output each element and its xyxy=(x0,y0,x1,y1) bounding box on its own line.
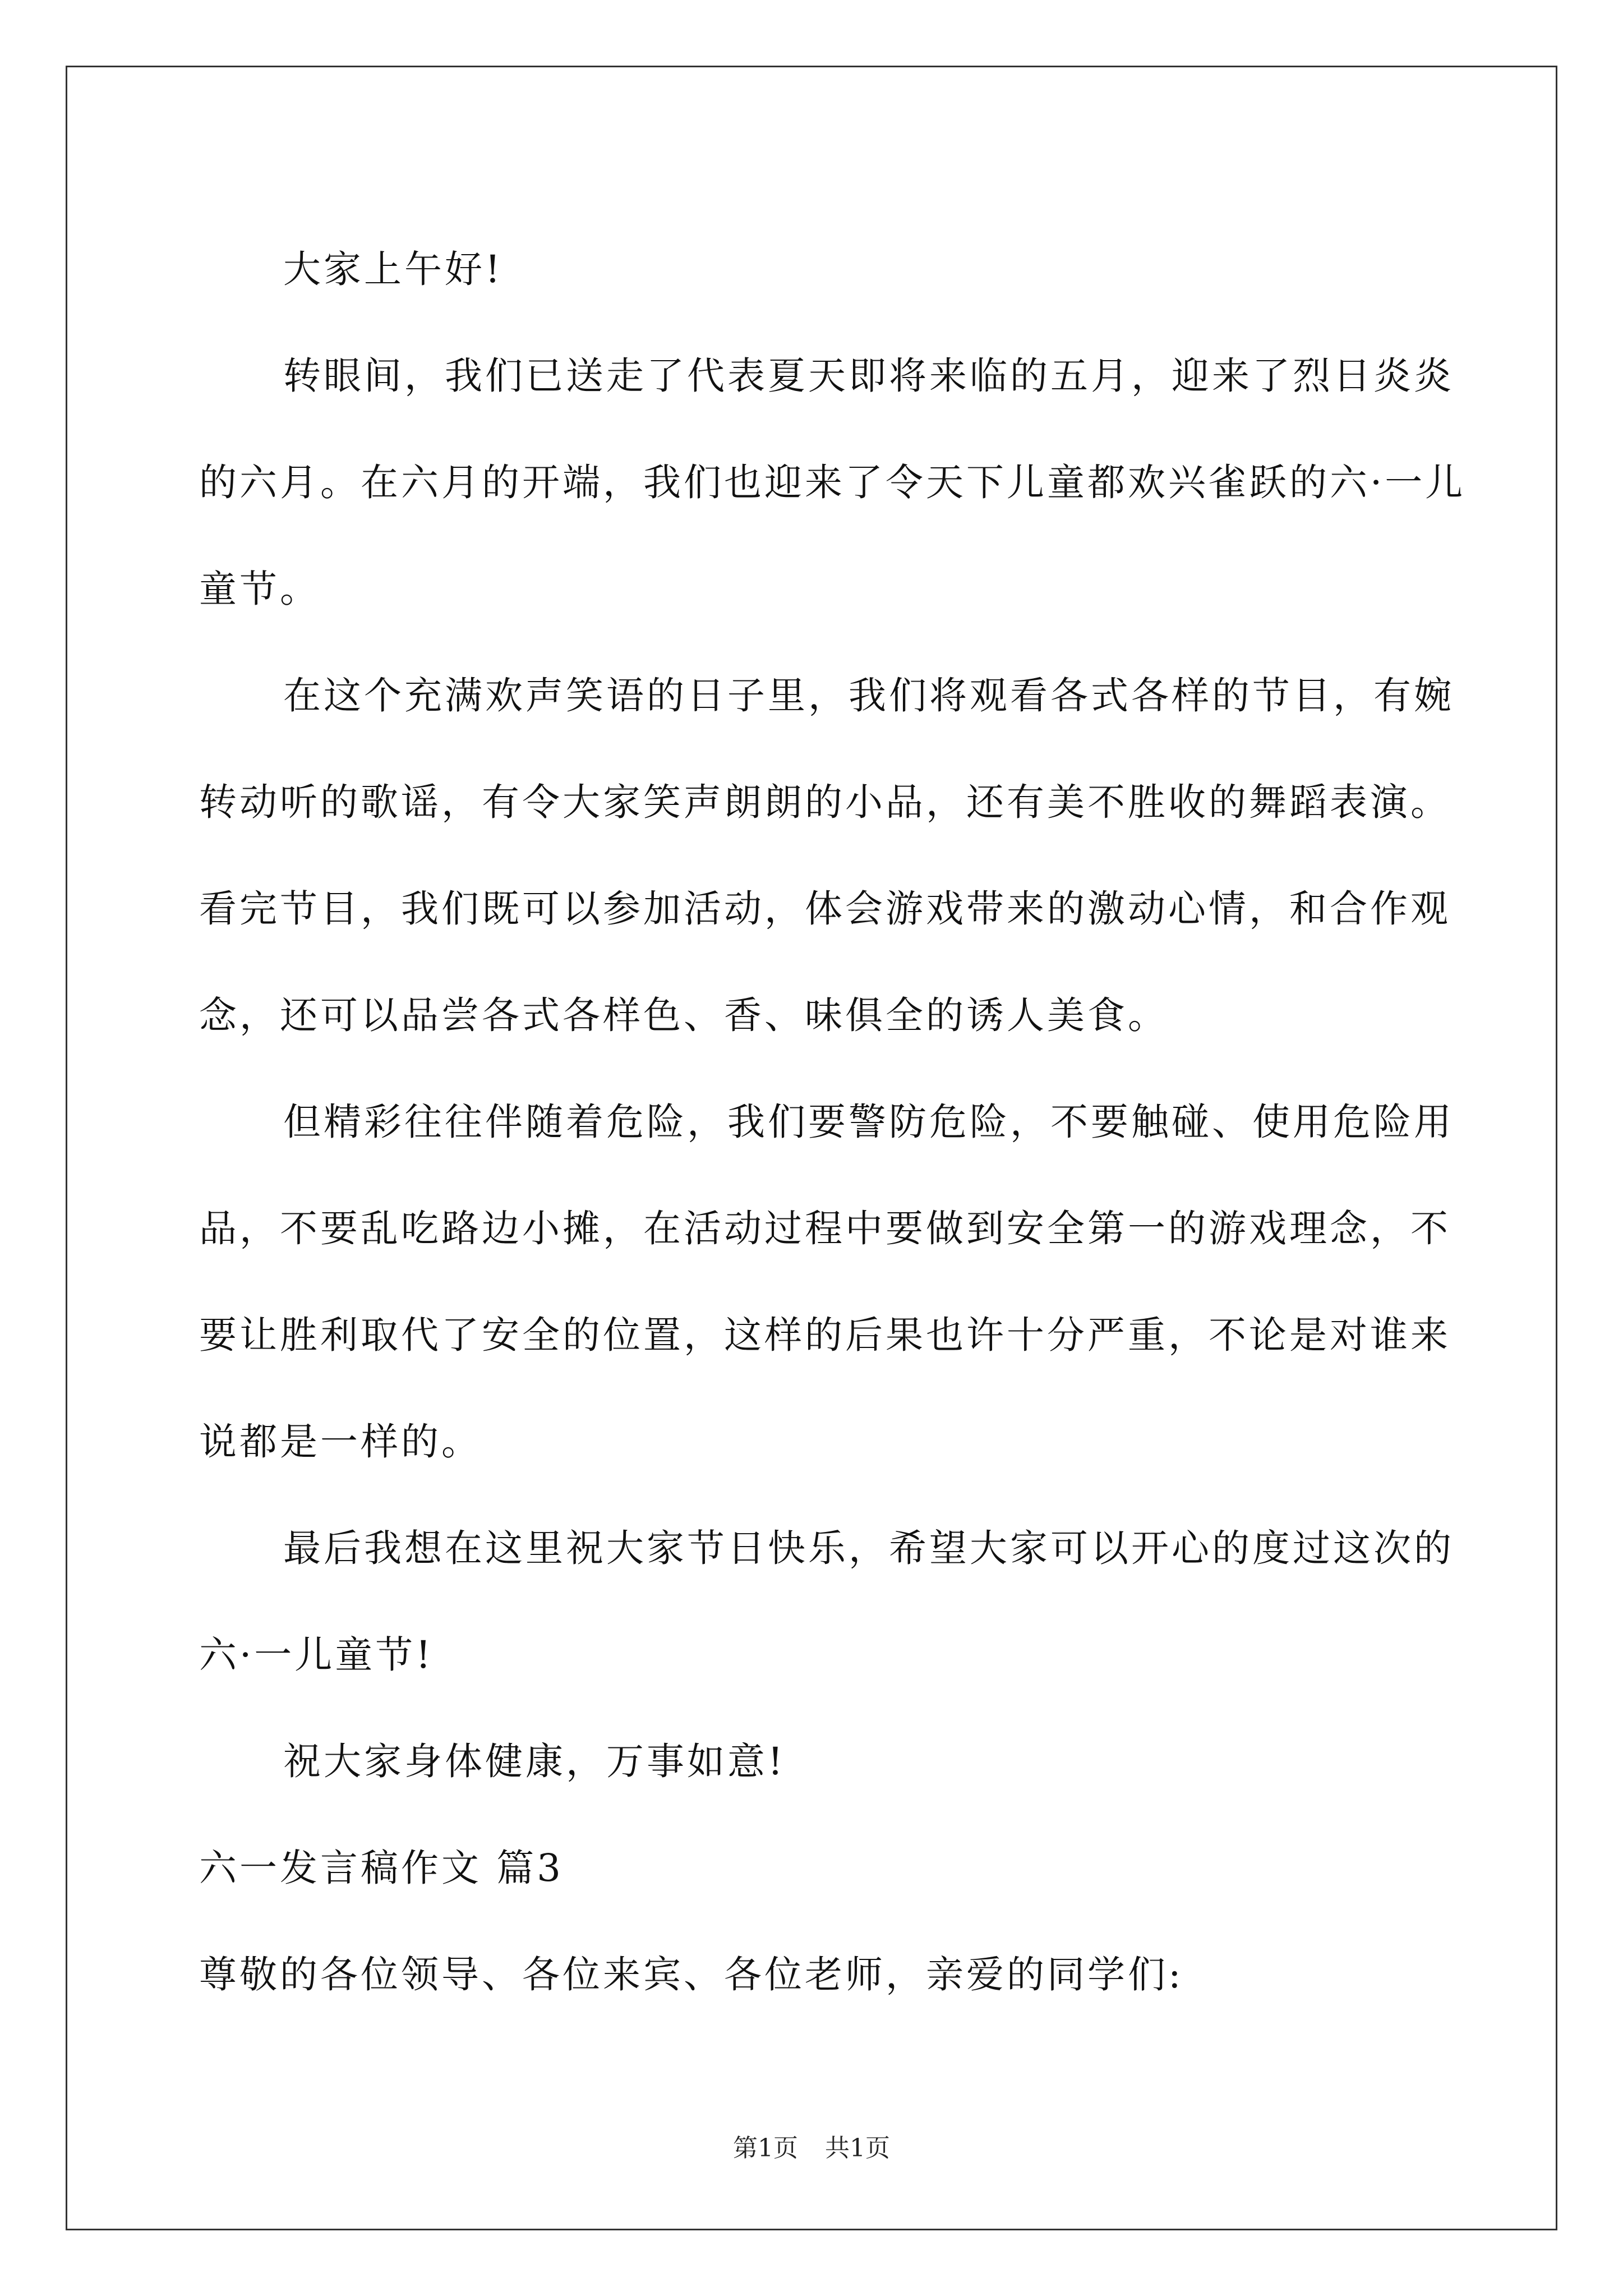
page-footer xyxy=(0,2132,1623,2165)
page-number-total: 共1页 xyxy=(825,2134,890,2162)
paragraph: 最后我想在这里祝大家节日快乐，希望大家可以开心的度过这次的六·一儿童节! xyxy=(199,1526,1454,1677)
paragraph-closing: 祝大家身体健康，万事如意! xyxy=(283,1740,786,1783)
paragraph: 在这个充满欢声笑语的日子里，我们将观看各式各样的节目，有婉转动听的歌谣，有令大家笑声朗朗的小品，还有美不胜收的舞蹈表演。看完节目，我们既可以参加活动，体会游戏带来的激动心情，和合作观念，还可以品尝各式各样色、香、味俱全的诱人美食。 xyxy=(199,674,1454,1037)
paragraph: 但精彩往往伴随着危险，我们要警防危险，不要触碰、使用危险用品，不要乱吃路边小摊，在活动过程中要做到安全第一的游戏理念，不要让胜利取代了安全的位置，这样的后果也许十分严重，不论是对谁来说都是一样的。 xyxy=(199,1100,1454,1464)
paragraph-greeting: 大家上午好! xyxy=(283,247,503,291)
salutation: 尊敬的各位领导、各位来宾、各位老师，亲爱的同学们: xyxy=(199,1953,1184,1996)
section-heading: 六一发言稿作文 篇3 xyxy=(199,1846,564,1890)
paragraph: 转眼间，我们已送走了代表夏天即将来临的五月，迎来了烈日炎炎的六月。在六月的开端，我们也迎来了令天下儿童都欢兴雀跃的六·一儿童节。 xyxy=(199,354,1466,611)
document-body xyxy=(199,216,1483,2028)
page-number-current: 第1页 xyxy=(733,2134,798,2162)
